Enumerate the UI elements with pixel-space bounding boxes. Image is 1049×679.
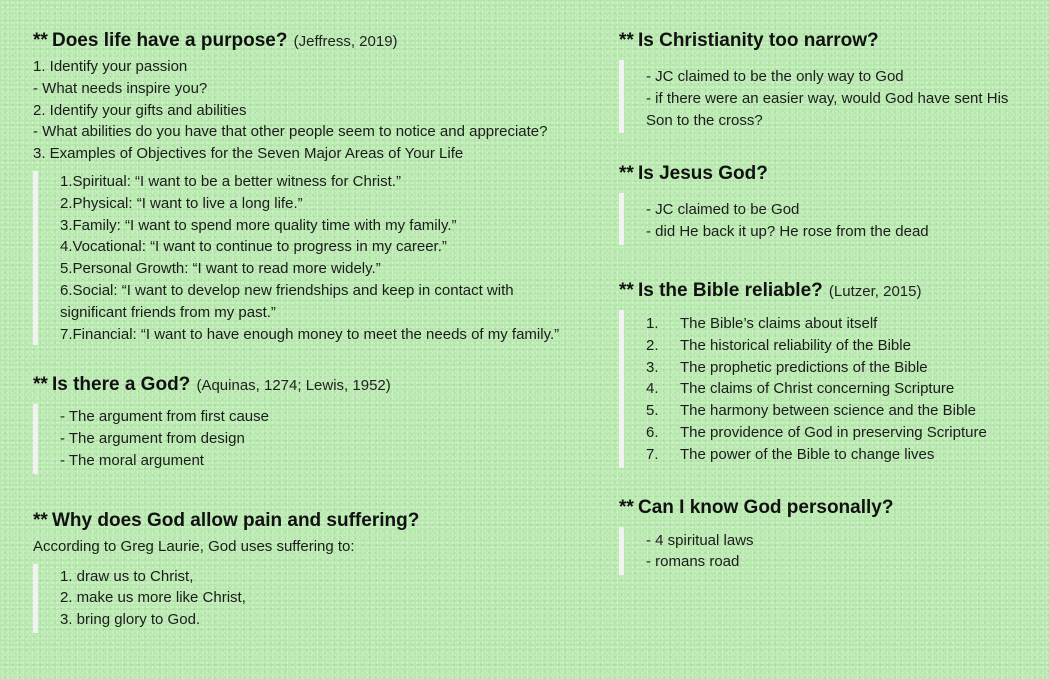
heading-title: Does life have a purpose?	[51, 30, 288, 51]
list-item	[646, 335, 1019, 357]
heading-prefix: **	[33, 509, 48, 531]
list-item: - The moral argument	[60, 451, 204, 469]
text-line: - What needs inspire you?	[33, 79, 208, 97]
heading-citation: (Lutzer, 2015)	[828, 282, 922, 300]
objective-item: 2.Physical: “I want to live a long life.”	[60, 194, 303, 212]
heading-title: Is the Bible reliable?	[637, 279, 823, 301]
heading-prefix: **	[33, 374, 48, 396]
item-text: The harmony between science and the Bible	[680, 402, 977, 420]
list-item	[646, 357, 1019, 379]
heading-pain	[33, 506, 593, 536]
objective-item: 4.Vocational: “I want to continue to progress in my career.”	[60, 238, 447, 256]
objective-item: 3.Family: “I want to spend more quality time with my family.”	[60, 216, 457, 234]
list-item: - JC claimed to be the only way to God	[646, 68, 904, 85]
objective-item: 7.Financial: “I want to have enough money to meet the needs of my family.”	[60, 325, 560, 343]
section-god	[33, 370, 593, 473]
heading-god	[33, 370, 593, 400]
item-number: 4.	[646, 380, 659, 398]
heading-title: Is Christianity too narrow?	[637, 30, 879, 51]
objective-item: 1.Spiritual: “I want to be a better witness for Christ.”	[60, 172, 401, 190]
list-item	[646, 313, 1019, 335]
bible-blockquote	[619, 310, 1019, 468]
section-personal	[619, 493, 1019, 576]
text-line: 2. Identify your gifts and abilities	[33, 101, 247, 119]
heading-jesus	[619, 159, 1019, 189]
heading-prefix: **	[33, 30, 48, 51]
heading-narrow	[619, 26, 1019, 56]
section-pain	[33, 506, 593, 633]
text-line: 1. Identify your passion	[33, 58, 188, 75]
heading-bible	[619, 276, 1019, 306]
text-line: 3. Examples of Objectives for the Seven Major Areas of Your Life	[33, 145, 464, 163]
list-item: - 4 spiritual laws	[646, 531, 754, 549]
heading-prefix: **	[619, 163, 634, 185]
section-narrow	[619, 26, 1019, 133]
heading-prefix: **	[619, 279, 634, 301]
suffering-blockquote	[33, 564, 593, 633]
jesus-blockquote	[619, 193, 1019, 245]
heading-prefix: **	[619, 30, 634, 51]
section-bible	[619, 276, 1019, 468]
item-text: The providence of God in preserving Scripture	[680, 423, 987, 441]
heading-citation: (Jeffress, 2019)	[293, 33, 398, 50]
objectives-blockquote	[33, 171, 593, 345]
heading-title: Is there a God?	[51, 374, 191, 396]
heading-title: Why does God allow pain and suffering?	[51, 509, 420, 531]
heading-purpose	[33, 26, 593, 56]
item-text: The Bible’s claims about itself	[680, 314, 878, 332]
heading-title: Can I know God personally?	[637, 496, 894, 518]
item-number: 7.	[646, 445, 659, 463]
intro-text: According to Greg Laurie, God uses suffering to:	[33, 537, 355, 555]
item-number: 1.	[646, 314, 659, 332]
list-item: - romans road	[646, 553, 740, 571]
left-column	[33, 26, 593, 633]
list-item	[646, 422, 1019, 444]
item-text: The historical reliability of the Bible	[680, 336, 911, 354]
list-item: - The argument from first cause	[60, 408, 269, 426]
section-purpose	[33, 26, 593, 345]
list-item: - JC claimed to be God	[646, 201, 800, 219]
list-item	[646, 444, 1019, 466]
list-item: 1. draw us to Christ,	[60, 567, 194, 585]
list-item	[646, 378, 1019, 400]
item-text: The claims of Christ concerning Scripture	[680, 380, 955, 398]
item-text: The power of the Bible to change lives	[680, 445, 935, 463]
heading-personal	[619, 493, 1019, 523]
list-item: - if there were an easier way, would God have sent His Son to the cross?	[646, 89, 1009, 129]
list-item: 2. make us more like Christ,	[60, 589, 246, 607]
list-item	[646, 400, 1019, 422]
item-number: 2.	[646, 336, 659, 354]
right-column	[619, 26, 1019, 575]
personal-blockquote	[619, 527, 1019, 576]
list-item: - did He back it up? He rose from the dead	[646, 223, 929, 241]
item-number: 3.	[646, 358, 659, 376]
item-number: 5.	[646, 402, 659, 420]
heading-title: Is Jesus God?	[637, 163, 768, 185]
item-text: The prophetic predictions of the Bible	[680, 358, 928, 376]
item-number: 6.	[646, 423, 659, 441]
objective-item: 6.Social: “I want to develop new friendships and keep in contact with significant friends from my past.”	[60, 281, 514, 321]
objective-item: 5.Personal Growth: “I want to read more widely.”	[60, 260, 381, 278]
section-jesus	[619, 159, 1019, 245]
narrow-blockquote	[619, 60, 1019, 133]
list-item: 3. bring glory to God.	[60, 611, 201, 629]
text-line: - What abilities do you have that other people seem to notice and appreciate?	[33, 123, 548, 141]
list-item: - The argument from design	[60, 430, 245, 448]
heading-citation: (Aquinas, 1274; Lewis, 1952)	[196, 377, 391, 395]
heading-prefix: **	[619, 496, 634, 518]
arguments-blockquote	[33, 404, 593, 473]
